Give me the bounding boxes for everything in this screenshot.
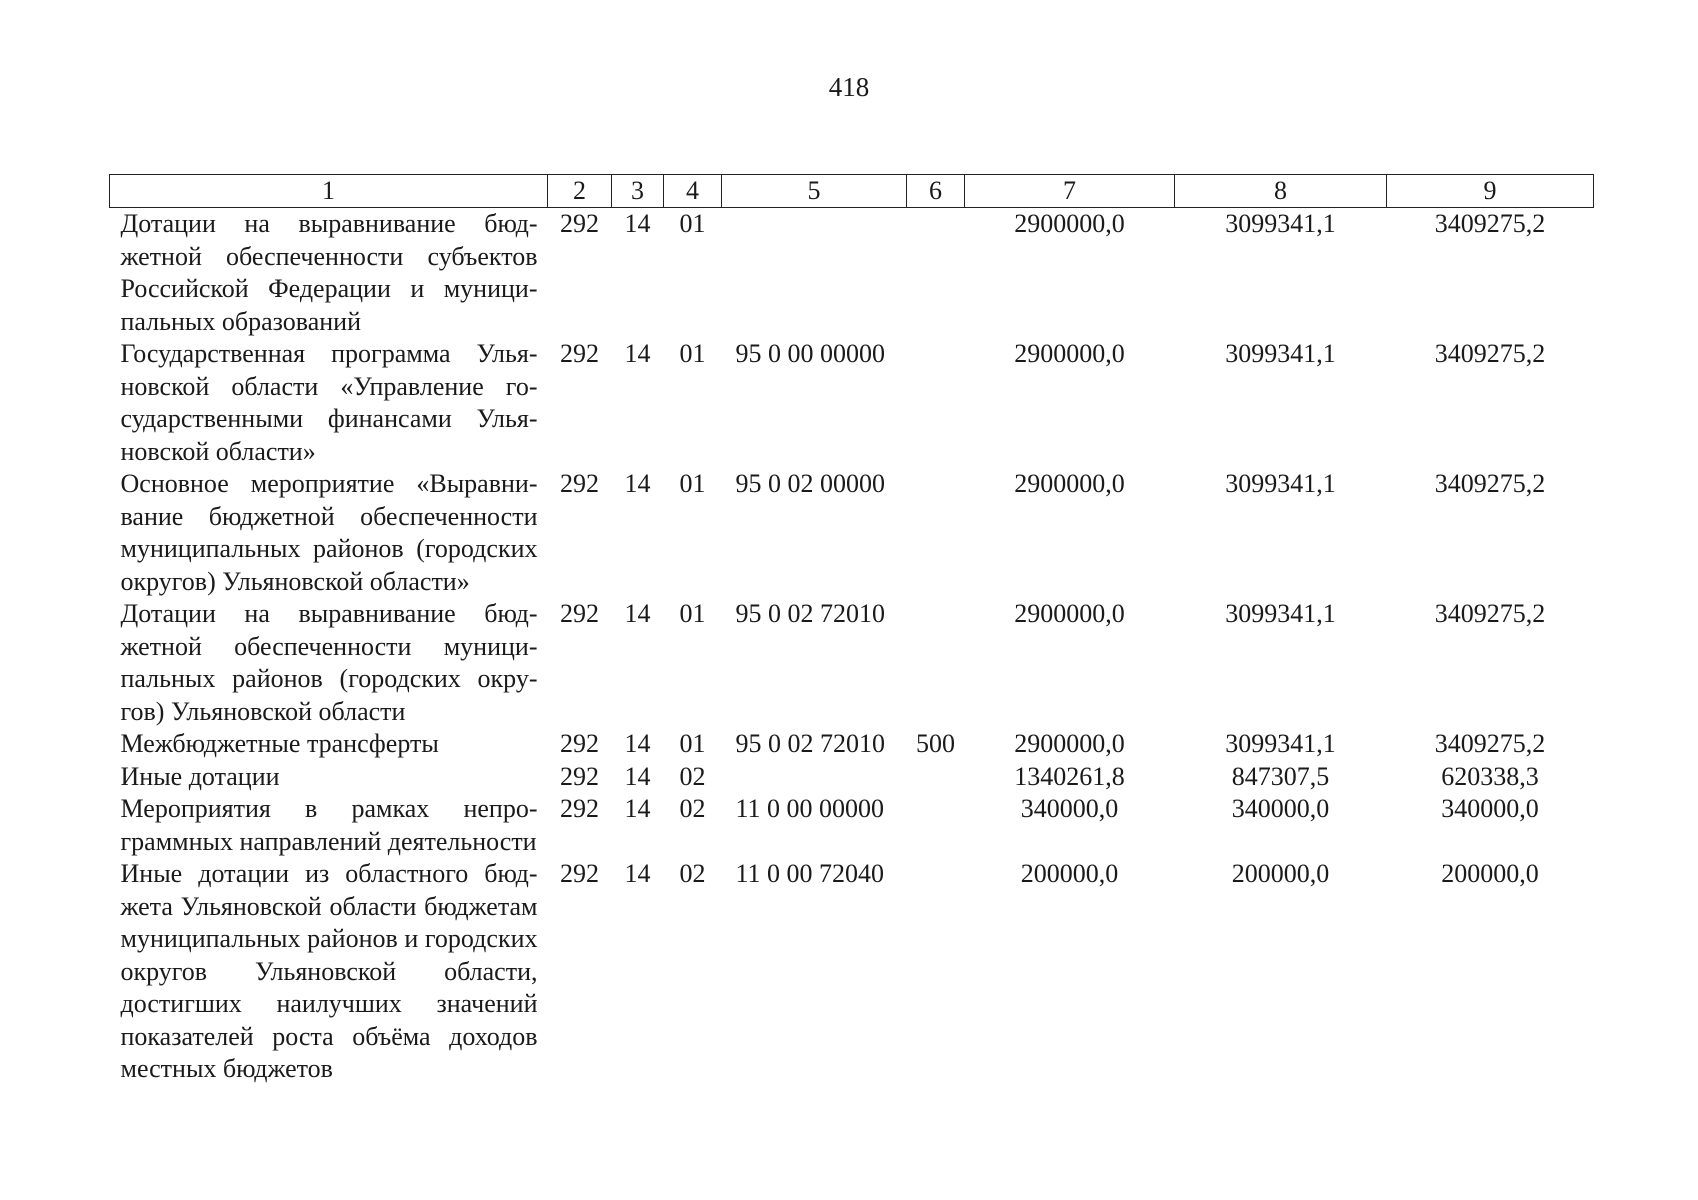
row-csr: 11 0 00 00000 [735, 794, 885, 823]
row-name: Межбюджетные трансферты [120, 729, 439, 758]
row-sum-2: 340000,0 [1231, 794, 1330, 823]
row-vr [907, 793, 965, 858]
row-vr [907, 598, 965, 728]
row-sum-2: 3099341,1 [1225, 209, 1336, 238]
row-grbs: 292 [560, 761, 599, 791]
row-pr: 02 [679, 794, 706, 823]
budget-table [109, 174, 1594, 1086]
row-sum-3: 3409275,2 [1434, 469, 1546, 498]
row-name: Иные дотации [120, 761, 280, 791]
row-csr: 95 0 02 72010 [735, 599, 885, 628]
row-rz: 14 [624, 794, 651, 823]
table-row [110, 598, 1594, 728]
row-pr: 01 [679, 209, 706, 238]
row-pr: 01 [679, 599, 706, 628]
row-rz: 14 [624, 599, 651, 628]
table-row [110, 793, 1594, 858]
row-pr: 01 [679, 339, 706, 368]
row-rz: 14 [624, 469, 651, 498]
table-header [110, 175, 1594, 208]
row-sum-1: 2900000,0 [1014, 469, 1125, 498]
row-pr: 01 [679, 469, 706, 498]
row-csr: 11 0 00 72040 [735, 859, 885, 888]
header-col-9: 9 [1387, 175, 1594, 208]
row-sum-1: 2900000,0 [1014, 729, 1125, 758]
header-col-3: 3 [612, 175, 664, 208]
row-sum-1: 2900000,0 [1014, 209, 1125, 238]
row-grbs: 292 [560, 209, 599, 238]
header-row [110, 175, 1594, 208]
row-rz: 14 [624, 761, 651, 791]
row-sum-1: 1340261,8 [1014, 761, 1125, 791]
row-sum-1: 200000,0 [1020, 859, 1119, 888]
page-number: 418 [828, 72, 870, 102]
row-sum-3: 3409275,2 [1434, 339, 1546, 368]
row-vr [907, 468, 965, 598]
row-csr [722, 761, 907, 794]
row-sum-2: 200000,0 [1231, 859, 1330, 888]
row-grbs: 292 [560, 859, 599, 888]
row-csr: 95 0 02 72010 [735, 729, 885, 758]
row-rz: 14 [624, 859, 651, 888]
row-sum-1: 2900000,0 [1014, 339, 1125, 368]
header-col-8: 8 [1175, 175, 1387, 208]
row-rz: 14 [624, 209, 651, 238]
row-name: Мероприятия в рамках непрограммных направлений деятельности [120, 794, 538, 856]
table-row [110, 208, 1594, 339]
row-sum-3: 3409275,2 [1434, 729, 1546, 758]
row-grbs: 292 [560, 729, 599, 758]
row-pr: 02 [679, 761, 706, 791]
row-grbs: 292 [560, 469, 599, 498]
header-col-5: 5 [722, 175, 907, 208]
row-pr: 01 [679, 729, 706, 758]
table-row [110, 728, 1594, 761]
header-col-1: 1 [110, 175, 548, 208]
row-sum-2: 3099341,1 [1225, 599, 1336, 628]
header-col-4: 4 [664, 175, 722, 208]
row-grbs: 292 [560, 794, 599, 823]
row-name: Дотации на выравнивание бюджетной обеспеченности субъектов Российской Федерации и муниципальных образований [120, 209, 538, 336]
row-pr: 02 [679, 859, 706, 888]
row-name: Основное мероприятие «Выравнивание бюджетной обеспеченности муниципальных районов (городских округов) Ульяновской области» [120, 469, 538, 596]
row-rz: 14 [624, 729, 651, 758]
header-col-2: 2 [548, 175, 612, 208]
row-rz: 14 [624, 339, 651, 368]
row-name: Государственная программа Ульяновской области «Управление государственными финансами Ульяновской области» [120, 339, 538, 466]
row-sum-2: 3099341,1 [1225, 339, 1336, 368]
table-row [110, 761, 1594, 794]
row-vr [907, 761, 965, 794]
table-row [110, 468, 1594, 598]
table-body [110, 208, 1594, 1086]
row-csr [722, 208, 907, 339]
header-col-6: 6 [907, 175, 965, 208]
table-row [110, 338, 1594, 468]
table-row [110, 858, 1594, 1086]
row-vr [907, 208, 965, 339]
row-sum-3: 620338,3 [1441, 761, 1539, 791]
row-vr [907, 338, 965, 468]
row-vr [907, 858, 965, 1086]
row-grbs: 292 [560, 599, 599, 628]
row-sum-1: 340000,0 [1020, 794, 1119, 823]
row-sum-2: 3099341,1 [1225, 729, 1336, 758]
header-col-7: 7 [965, 175, 1175, 208]
row-sum-2: 3099341,1 [1225, 469, 1336, 498]
row-name: Дотации на выравнивание бюджетной обеспеченности муниципальных районов (городских округов) Ульяновской области [120, 599, 538, 726]
row-sum-3: 340000,0 [1441, 794, 1539, 823]
row-grbs: 292 [560, 339, 599, 368]
row-sum-2: 847307,5 [1231, 761, 1330, 791]
row-sum-1: 2900000,0 [1014, 599, 1125, 628]
row-csr: 95 0 00 00000 [735, 339, 885, 368]
row-name: Иные дотации из областного бюджета Ульяновской области бюджетам муниципальных районов и городских округов Ульяновской области, достигших наилучших значений показателей роста объёма доходов местных бюджетов [120, 859, 538, 1083]
row-vr: 500 [916, 729, 955, 758]
row-sum-3: 200000,0 [1441, 859, 1539, 888]
row-sum-3: 3409275,2 [1434, 599, 1546, 628]
row-sum-3: 3409275,2 [1434, 209, 1546, 238]
row-csr: 95 0 02 00000 [735, 469, 885, 498]
